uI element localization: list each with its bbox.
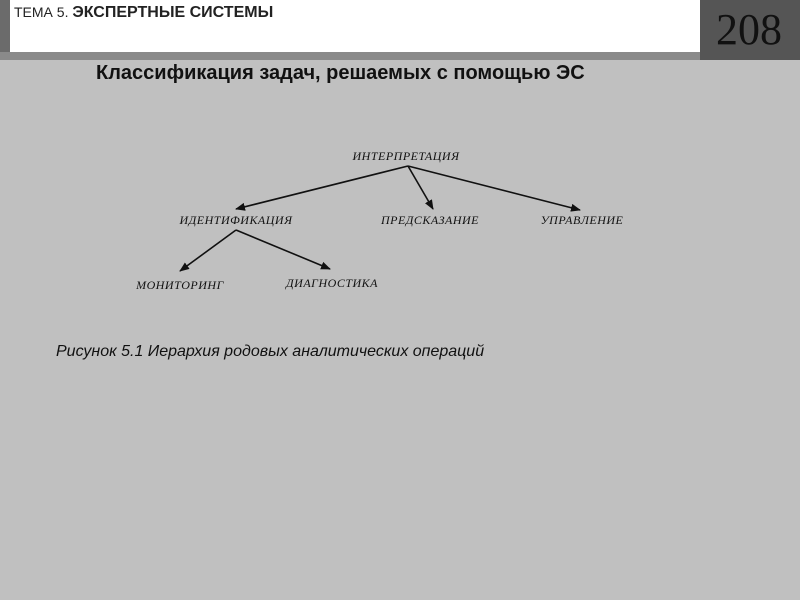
node-control: УПРАВЛЕНИЕ	[540, 213, 624, 227]
topic-number: ТЕМА 5.	[14, 4, 69, 20]
slide-title: Классификация задач, решаемых с помощью ЭС	[96, 62, 585, 84]
edge-interpretation-control	[408, 166, 580, 210]
edge-identification-monitoring	[180, 230, 236, 271]
node-interpretation: ИНТЕРПРЕТАЦИЯ	[352, 149, 460, 163]
node-monitoring: МОНИТОРИНГ	[136, 278, 224, 292]
edge-interpretation-prediction	[408, 166, 433, 209]
node-identification: ИДЕНТИФИКАЦИЯ	[179, 213, 293, 227]
figure-caption: Рисунок 5.1 Иерархия родовых аналитических операций	[56, 343, 485, 360]
page-number: 208	[716, 5, 782, 54]
topic-name: ЭКСПЕРТНЫЕ СИСТЕМЫ	[72, 4, 274, 21]
edge-identification-diagnostics	[236, 230, 330, 269]
node-diagnostics: ДИАГНОСТИКА	[286, 276, 378, 290]
edge-interpretation-identification	[236, 166, 408, 209]
node-prediction: ПРЕДСКАЗАНИЕ	[380, 213, 480, 227]
